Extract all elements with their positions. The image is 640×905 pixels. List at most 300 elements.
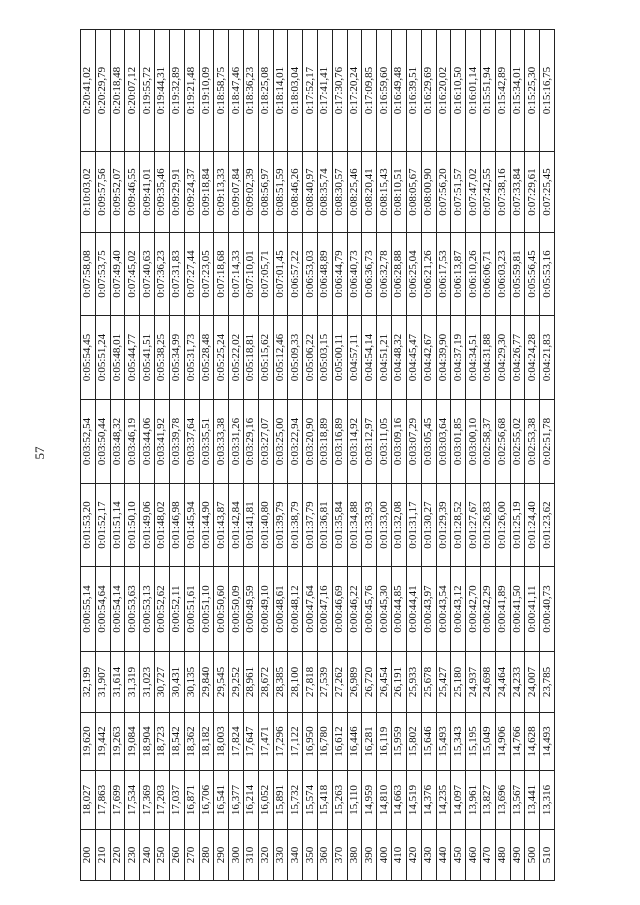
table-cell: 0:07:38,16 (495, 152, 510, 233)
table-cell: 16,214 (243, 771, 258, 830)
table-cell: 0:09:24,37 (184, 152, 199, 233)
table-cell: 0:06:13,87 (451, 233, 466, 316)
table-cell: 15,646 (421, 713, 436, 771)
table-cell: 0:01:46,98 (169, 484, 184, 567)
table-cell: 29,252 (229, 652, 244, 713)
table-cell: 0:01:33,00 (377, 484, 392, 567)
table-cell: 17,203 (155, 771, 170, 830)
table-cell: 30,135 (184, 652, 199, 713)
table-cell: 0:00:49,59 (243, 567, 258, 652)
table-cell: 0:00:42,29 (480, 567, 495, 652)
table-cell: 25,427 (436, 652, 451, 713)
table-cell: 16,706 (199, 771, 214, 830)
table-cell: 15,110 (347, 771, 362, 830)
table-cell: 0:20:41,02 (81, 30, 96, 152)
table-cell: 0:03:16,89 (332, 400, 347, 484)
table-cell: 430 (421, 830, 436, 881)
table-cell: 0:02:58,37 (480, 400, 495, 484)
table-cell: 0:17:41,41 (318, 30, 333, 152)
table-cell: 0:01:28,52 (451, 484, 466, 567)
table-cell: 0:03:20,90 (303, 400, 318, 484)
table-cell: 24,464 (495, 652, 510, 713)
table-cell: 0:01:38,79 (288, 484, 303, 567)
table-cell: 15,732 (288, 771, 303, 830)
table-row (81, 30, 96, 881)
table-cell: 0:05:06,22 (303, 316, 318, 400)
table-cell: 0:04:39,90 (436, 316, 451, 400)
table-cell: 0:04:37,19 (451, 316, 466, 400)
table-cell: 0:05:53,16 (540, 233, 555, 316)
table-cell: 0:07:05,71 (258, 233, 273, 316)
table-cell: 0:16:59,60 (377, 30, 392, 152)
table-cell: 290 (214, 830, 229, 881)
table-cell: 13,567 (510, 771, 525, 830)
table-cell: 15,574 (303, 771, 318, 830)
table-cell: 28,100 (288, 652, 303, 713)
table-cell: 0:02:51,78 (540, 400, 555, 484)
table-cell: 0:01:31,17 (406, 484, 421, 567)
table-cell: 0:18:58,75 (214, 30, 229, 152)
table-cell: 0:00:52,11 (169, 567, 184, 652)
table-row (214, 30, 229, 881)
table-cell: 0:03:35,51 (199, 400, 214, 484)
table-cell: 0:03:01,85 (451, 400, 466, 484)
table-cell: 0:03:52,54 (81, 400, 96, 484)
table-cell: 0:17:52,17 (303, 30, 318, 152)
table-cell: 13,441 (525, 771, 540, 830)
table-cell: 26,454 (377, 652, 392, 713)
table-cell: 0:08:40,97 (303, 152, 318, 233)
table-cell: 0:07:31,83 (169, 233, 184, 316)
table-cell: 31,319 (125, 652, 140, 713)
table-cell: 0:07:53,75 (95, 233, 110, 316)
table-cell: 280 (199, 830, 214, 881)
table-cell: 0:00:49,10 (258, 567, 273, 652)
table-cell: 19,442 (95, 713, 110, 771)
table-cell: 450 (451, 830, 466, 881)
table-cell: 17,122 (288, 713, 303, 771)
table-row (199, 30, 214, 881)
table-row (273, 30, 288, 881)
table-cell: 17,824 (229, 713, 244, 771)
table-cell: 0:01:23,62 (540, 484, 555, 567)
table-cell: 320 (258, 830, 273, 881)
table-cell: 0:06:10,26 (466, 233, 481, 316)
table-cell: 0:01:41,81 (243, 484, 258, 567)
table-cell: 0:05:34,99 (169, 316, 184, 400)
table-cell: 0:04:24,28 (525, 316, 540, 400)
table-cell: 30,727 (155, 652, 170, 713)
table-cell: 0:01:40,80 (258, 484, 273, 567)
table-cell: 0:09:46,55 (125, 152, 140, 233)
table-cell: 17,863 (95, 771, 110, 830)
table-cell: 31,614 (110, 652, 125, 713)
table-cell: 250 (155, 830, 170, 881)
table-cell: 17,471 (258, 713, 273, 771)
table-cell: 0:07:49,40 (110, 233, 125, 316)
table-cell: 15,263 (332, 771, 347, 830)
table-cell: 25,678 (421, 652, 436, 713)
table-cell: 0:00:41,11 (525, 567, 540, 652)
table-cell: 0:07:01,45 (273, 233, 288, 316)
table-cell: 0:05:28,48 (199, 316, 214, 400)
table-cell: 0:00:48,12 (288, 567, 303, 652)
table-cell: 0:03:27,07 (258, 400, 273, 484)
table-row (169, 30, 184, 881)
table-cell: 30,431 (169, 652, 184, 713)
table-cell: 31,907 (95, 652, 110, 713)
table-cell: 0:06:03,23 (495, 233, 510, 316)
table-cell: 0:15:34,01 (510, 30, 525, 152)
table-cell: 0:01:30,27 (421, 484, 436, 567)
table-cell: 0:07:29,61 (525, 152, 540, 233)
table-row (229, 30, 244, 881)
table-cell: 0:06:40,73 (347, 233, 362, 316)
table-cell: 0:05:54,45 (81, 316, 96, 400)
table-cell: 0:03:07,29 (406, 400, 421, 484)
table-cell: 0:07:10,01 (243, 233, 258, 316)
table-cell: 510 (540, 830, 555, 881)
table-cell: 0:00:50,09 (229, 567, 244, 652)
table-cell: 14,810 (377, 771, 392, 830)
table-row (451, 30, 466, 881)
rotated-table-container (80, 30, 555, 881)
table-row (406, 30, 421, 881)
table-cell: 0:00:43,12 (451, 567, 466, 652)
page-number: 57 (32, 446, 47, 460)
table-cell: 0:03:41,92 (155, 400, 170, 484)
table-row (184, 30, 199, 881)
table-cell: 19,084 (125, 713, 140, 771)
table-cell: 0:06:32,78 (377, 233, 392, 316)
table-cell: 0:18:47,46 (229, 30, 244, 152)
table-cell: 330 (273, 830, 288, 881)
table-cell: 0:01:32,08 (392, 484, 407, 567)
table-cell: 0:08:05,67 (406, 152, 421, 233)
table-cell: 14,959 (362, 771, 377, 830)
table-cell: 470 (480, 830, 495, 881)
table-cell: 360 (318, 830, 333, 881)
table-cell: 0:03:33,38 (214, 400, 229, 484)
table-cell: 300 (229, 830, 244, 881)
table-cell: 0:04:51,21 (377, 316, 392, 400)
table-cell: 0:01:27,67 (466, 484, 481, 567)
table-cell: 0:06:21,26 (421, 233, 436, 316)
table-cell: 0:04:48,32 (392, 316, 407, 400)
table-cell: 0:04:54,14 (362, 316, 377, 400)
table-cell: 0:00:47,16 (318, 567, 333, 652)
table-cell: 390 (362, 830, 377, 881)
table-cell: 0:06:48,89 (318, 233, 333, 316)
table-cell: 0:06:17,53 (436, 233, 451, 316)
table-cell: 0:07:18,68 (214, 233, 229, 316)
table-cell: 0:05:44,77 (125, 316, 140, 400)
table-cell: 0:07:45,02 (125, 233, 140, 316)
table-cell: 0:18:36,23 (243, 30, 258, 152)
table-cell: 0:15:25,30 (525, 30, 540, 152)
table-cell: 0:07:33,84 (510, 152, 525, 233)
table-cell: 0:00:42,70 (466, 567, 481, 652)
table-row (436, 30, 451, 881)
table-cell: 0:16:49,48 (392, 30, 407, 152)
table-cell: 0:17:30,76 (332, 30, 347, 152)
table-cell: 0:01:53,20 (81, 484, 96, 567)
table-cell: 0:01:52,17 (95, 484, 110, 567)
table-cell: 0:05:22,02 (229, 316, 244, 400)
table-row (303, 30, 318, 881)
table-cell: 0:18:14,01 (273, 30, 288, 152)
table-cell: 0:01:26,83 (480, 484, 495, 567)
table-cell: 23,785 (540, 652, 555, 713)
table-cell: 0:00:54,64 (95, 567, 110, 652)
table-cell: 16,281 (362, 713, 377, 771)
table-cell: 480 (495, 830, 510, 881)
table-cell: 26,989 (347, 652, 362, 713)
table-cell: 0:08:00,90 (421, 152, 436, 233)
table-cell: 0:00:48,61 (273, 567, 288, 652)
table-row (347, 30, 362, 881)
table-cell: 0:07:42,55 (480, 152, 495, 233)
table-row (155, 30, 170, 881)
table-cell: 16,780 (318, 713, 333, 771)
table-cell: 0:01:35,84 (332, 484, 347, 567)
table-cell: 0:03:39,78 (169, 400, 184, 484)
table-cell: 0:05:38,25 (155, 316, 170, 400)
table-cell: 0:08:35,74 (318, 152, 333, 233)
table-cell: 0:01:44,90 (199, 484, 214, 567)
table-cell: 0:04:29,30 (495, 316, 510, 400)
table-cell: 0:05:41,51 (140, 316, 155, 400)
table-row (466, 30, 481, 881)
table-cell: 15,343 (451, 713, 466, 771)
table-cell: 0:07:25,45 (540, 152, 555, 233)
table-cell: 27,539 (318, 652, 333, 713)
table-cell: 14,628 (525, 713, 540, 771)
table-cell: 0:09:29,91 (169, 152, 184, 233)
table-cell: 0:07:56,20 (436, 152, 451, 233)
table-cell: 13,961 (466, 771, 481, 830)
table-cell: 0:19:55,72 (140, 30, 155, 152)
table-cell: 15,959 (392, 713, 407, 771)
table-cell: 0:09:35,46 (155, 152, 170, 233)
table-row (332, 30, 347, 881)
table-cell: 0:10:03,02 (81, 152, 96, 233)
table-cell: 0:04:42,67 (421, 316, 436, 400)
table-cell: 0:08:10,51 (392, 152, 407, 233)
table-cell: 0:17:20,24 (347, 30, 362, 152)
table-cell: 18,723 (155, 713, 170, 771)
table-cell: 0:18:25,08 (258, 30, 273, 152)
table-cell: 0:20:29,79 (95, 30, 110, 152)
table-cell: 32,199 (81, 652, 96, 713)
table-cell: 0:15:42,89 (495, 30, 510, 152)
table-cell: 0:05:15,62 (258, 316, 273, 400)
table-cell: 13,316 (540, 771, 555, 830)
table-cell: 0:02:56,68 (495, 400, 510, 484)
table-cell: 19,263 (110, 713, 125, 771)
table-cell: 15,891 (273, 771, 288, 830)
table-cell: 0:15:51,94 (480, 30, 495, 152)
table-cell: 0:19:32,89 (169, 30, 184, 152)
table-cell: 0:07:40,63 (140, 233, 155, 316)
table-cell: 0:04:57,11 (347, 316, 362, 400)
table-cell: 0:00:40,73 (540, 567, 555, 652)
table-cell: 0:05:59,81 (510, 233, 525, 316)
table-cell: 0:05:56,45 (525, 233, 540, 316)
table-cell: 0:02:55,02 (510, 400, 525, 484)
table-cell: 0:01:34,88 (347, 484, 362, 567)
table-cell: 0:04:34,51 (466, 316, 481, 400)
table-cell: 13,827 (480, 771, 495, 830)
table-cell: 0:08:15,43 (377, 152, 392, 233)
table-cell: 0:00:47,64 (303, 567, 318, 652)
table-cell: 0:03:29,16 (243, 400, 258, 484)
table-cell: 0:03:11,05 (377, 400, 392, 484)
table-row (140, 30, 155, 881)
table-row (95, 30, 110, 881)
table-cell: 0:03:00,10 (466, 400, 481, 484)
table-cell: 0:03:14,92 (347, 400, 362, 484)
table-cell: 14,519 (406, 771, 421, 830)
table-cell: 0:15:16,75 (540, 30, 555, 152)
table-cell: 220 (110, 830, 125, 881)
table-cell: 0:01:42,84 (229, 484, 244, 567)
table-cell: 0:03:44,06 (140, 400, 155, 484)
table-cell: 17,296 (273, 713, 288, 771)
table-cell: 0:00:44,85 (392, 567, 407, 652)
table-cell: 28,385 (273, 652, 288, 713)
table-cell: 0:09:07,84 (229, 152, 244, 233)
table-cell: 14,376 (421, 771, 436, 830)
table-cell: 0:00:51,10 (199, 567, 214, 652)
table-cell: 0:09:41,01 (140, 152, 155, 233)
table-cell: 0:00:41,50 (510, 567, 525, 652)
table-cell: 0:00:41,89 (495, 567, 510, 652)
table-cell: 0:02:53,38 (525, 400, 540, 484)
table-cell: 0:03:03,64 (436, 400, 451, 484)
table-cell: 0:08:25,46 (347, 152, 362, 233)
table-row (510, 30, 525, 881)
table-cell: 16,377 (229, 771, 244, 830)
table-cell: 0:07:36,23 (155, 233, 170, 316)
table-cell: 0:04:45,47 (406, 316, 421, 400)
table-cell: 0:03:22,94 (288, 400, 303, 484)
table-cell: 27,818 (303, 652, 318, 713)
table-cell: 17,647 (243, 713, 258, 771)
table-cell: 15,195 (466, 713, 481, 771)
table-cell: 0:01:43,87 (214, 484, 229, 567)
table-row (421, 30, 436, 881)
table-cell: 0:08:56,97 (258, 152, 273, 233)
table-cell: 25,933 (406, 652, 421, 713)
table-cell: 0:20:07,12 (125, 30, 140, 152)
table-cell: 0:05:12,46 (273, 316, 288, 400)
table-cell: 0:08:20,41 (362, 152, 377, 233)
table-cell: 29,545 (214, 652, 229, 713)
data-table (80, 29, 555, 881)
table-cell: 0:06:36,73 (362, 233, 377, 316)
table-cell: 0:05:09,33 (288, 316, 303, 400)
table-cell: 0:06:06,71 (480, 233, 495, 316)
table-cell: 13,696 (495, 771, 510, 830)
table-cell: 0:19:10,09 (199, 30, 214, 152)
table-cell: 24,233 (510, 652, 525, 713)
table-cell: 0:05:51,24 (95, 316, 110, 400)
table-cell: 14,766 (510, 713, 525, 771)
table-row (540, 30, 555, 881)
table-cell: 0:06:57,22 (288, 233, 303, 316)
table-cell: 270 (184, 830, 199, 881)
table-cell: 0:03:12,97 (362, 400, 377, 484)
table-cell: 0:08:46,26 (288, 152, 303, 233)
table-cell: 0:07:47,02 (466, 152, 481, 233)
table-cell: 460 (466, 830, 481, 881)
table-cell: 16,950 (303, 713, 318, 771)
table-cell: 0:03:50,44 (95, 400, 110, 484)
table-cell: 0:01:26,00 (495, 484, 510, 567)
table-cell: 0:07:23,05 (199, 233, 214, 316)
table-row (318, 30, 333, 881)
table-cell: 0:09:13,33 (214, 152, 229, 233)
table-cell: 0:01:25,19 (510, 484, 525, 567)
table-cell: 440 (436, 830, 451, 881)
table-cell: 0:00:54,14 (110, 567, 125, 652)
table-cell: 14,493 (540, 713, 555, 771)
table-cell: 26,720 (362, 652, 377, 713)
table-cell: 0:03:09,16 (392, 400, 407, 484)
table-cell: 0:01:37,79 (303, 484, 318, 567)
table-cell: 0:04:31,88 (480, 316, 495, 400)
table-row (258, 30, 273, 881)
table-cell: 18,542 (169, 713, 184, 771)
table-cell: 0:00:53,13 (140, 567, 155, 652)
table-row (495, 30, 510, 881)
table-cell: 0:03:37,64 (184, 400, 199, 484)
table-cell: 28,672 (258, 652, 273, 713)
table-cell: 0:16:39,51 (406, 30, 421, 152)
table-cell: 0:16:10,50 (451, 30, 466, 152)
table-cell: 14,663 (392, 771, 407, 830)
table-cell: 19,620 (81, 713, 96, 771)
table-cell: 370 (332, 830, 347, 881)
table-cell: 0:03:05,45 (421, 400, 436, 484)
table-cell: 350 (303, 830, 318, 881)
table-cell: 24,698 (480, 652, 495, 713)
table-cell: 0:04:21,83 (540, 316, 555, 400)
table-cell: 0:00:45,76 (362, 567, 377, 652)
table-cell: 15,802 (406, 713, 421, 771)
table-cell: 28,961 (243, 652, 258, 713)
table-cell: 0:01:33,93 (362, 484, 377, 567)
table-cell: 0:16:01,14 (466, 30, 481, 152)
table-cell: 0:00:45,30 (377, 567, 392, 652)
table-cell: 0:05:31,73 (184, 316, 199, 400)
table-cell: 0:01:24,40 (525, 484, 540, 567)
table-cell: 14,097 (451, 771, 466, 830)
table-cell: 0:01:48,02 (155, 484, 170, 567)
table-cell: 14,906 (495, 713, 510, 771)
table-cell: 0:20:18,48 (110, 30, 125, 152)
table-row (525, 30, 540, 881)
table-cell: 0:01:51,14 (110, 484, 125, 567)
table-cell: 0:06:25,04 (406, 233, 421, 316)
table-cell: 18,904 (140, 713, 155, 771)
table-cell: 0:07:27,44 (184, 233, 199, 316)
table-cell: 0:16:29,69 (421, 30, 436, 152)
table-cell: 0:03:48,32 (110, 400, 125, 484)
table-cell: 490 (510, 830, 525, 881)
table-cell: 16,052 (258, 771, 273, 830)
